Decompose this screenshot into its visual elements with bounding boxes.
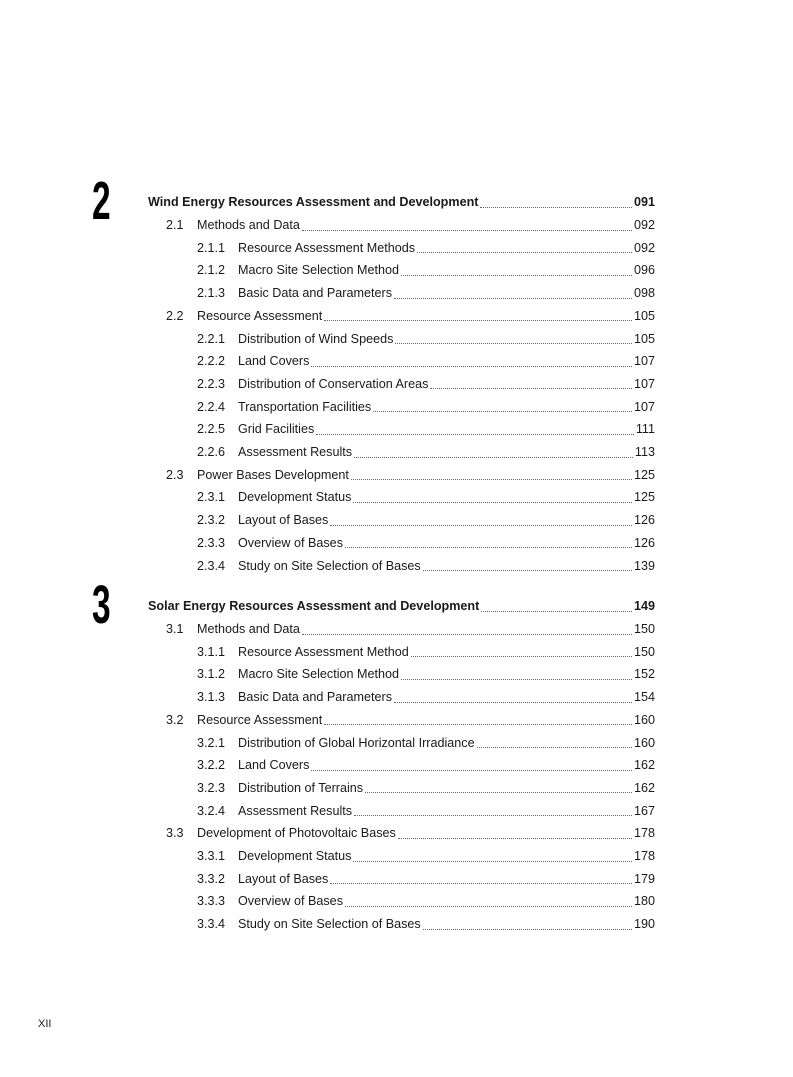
entry-title: Distribution of Global Horizontal Irradiance — [238, 735, 475, 750]
page-number: 107 — [633, 376, 655, 391]
section-number: 2.2.3 — [197, 376, 226, 391]
entry-title: Development Status — [238, 849, 352, 864]
section-number: 3.3.2 — [197, 871, 226, 886]
dot-leader — [423, 570, 632, 571]
toc-entry[interactable] — [197, 777, 655, 800]
dot-leader — [351, 479, 632, 480]
entry-title: Development Status — [238, 490, 352, 505]
toc-entry[interactable] — [166, 214, 655, 237]
entry-title: Study on Site Selection of Bases — [238, 917, 421, 932]
page-number: 107 — [633, 354, 655, 369]
entry-title: Land Covers — [238, 758, 310, 773]
dot-leader — [302, 634, 632, 635]
page-number: 150 — [633, 644, 655, 659]
page-number: 154 — [633, 690, 655, 705]
entry-title: Distribution of Conservation Areas — [238, 376, 429, 391]
entry-title: Overview of Bases — [238, 535, 343, 550]
page-number: 113 — [634, 445, 655, 460]
chapter-title-entry[interactable] — [148, 191, 655, 214]
dot-leader — [311, 770, 632, 771]
toc-entry[interactable] — [197, 282, 655, 305]
entry-title: Distribution of Terrains — [238, 780, 364, 795]
entry-title: Study on Site Selection of Bases — [238, 558, 421, 573]
dot-leader — [398, 838, 632, 839]
section-number: 2.2 — [166, 308, 184, 323]
section-number: 3.1.3 — [197, 690, 226, 705]
toc-entry[interactable] — [197, 640, 655, 663]
toc-entry[interactable] — [197, 418, 655, 441]
dot-leader — [365, 792, 632, 793]
entry-title: Wind Energy Resources Assessment and Development — [148, 195, 479, 210]
toc-entry[interactable] — [197, 441, 655, 464]
entry-title: Overview of Bases — [238, 894, 343, 909]
dot-leader — [354, 815, 632, 816]
toc-entry[interactable] — [197, 890, 655, 913]
section-number: 3.3.1 — [197, 849, 226, 864]
section-number: 3.2.4 — [197, 803, 226, 818]
page-number: 162 — [633, 758, 655, 773]
dot-leader — [302, 230, 632, 231]
dot-leader — [354, 457, 633, 458]
entry-title: Land Covers — [238, 354, 310, 369]
section-number: 2.2.2 — [197, 354, 226, 369]
section-number: 3.3.3 — [197, 894, 226, 909]
toc-entry[interactable] — [197, 532, 655, 555]
dot-leader — [430, 388, 632, 389]
section-number: 3.2.1 — [197, 735, 226, 750]
page-number: 160 — [633, 735, 655, 750]
toc-entry[interactable] — [197, 373, 655, 396]
chapter-number: 3 — [92, 575, 111, 635]
entry-title: Methods and Data — [197, 622, 300, 637]
toc-entry[interactable] — [166, 709, 655, 732]
dot-leader — [324, 724, 632, 725]
page-number: 160 — [633, 712, 655, 727]
toc-entry[interactable] — [197, 754, 655, 777]
toc-entry[interactable] — [197, 236, 655, 259]
section-number: 3.1 — [166, 622, 184, 637]
entry-title: Basic Data and Parameters — [238, 286, 392, 301]
entry-title: Resource Assessment Method — [238, 644, 409, 659]
toc-entry[interactable] — [197, 845, 655, 868]
section-number: 3.3 — [166, 826, 184, 841]
entry-title: Methods and Data — [197, 218, 300, 233]
entry-title: Resource Assessment — [197, 712, 323, 727]
section-number: 3.2.2 — [197, 758, 226, 773]
section-number: 2.1.2 — [197, 263, 226, 278]
toc-entry[interactable] — [166, 305, 655, 328]
toc-entry[interactable] — [197, 395, 655, 418]
dot-leader — [330, 525, 632, 526]
entry-title: Development of Photovoltaic Bases — [197, 826, 396, 841]
section-number: 2.2.6 — [197, 445, 226, 460]
entry-title: Power Bases Development — [197, 467, 349, 482]
page-folio: XII — [38, 1018, 52, 1030]
dot-leader — [395, 343, 632, 344]
toc-entry[interactable] — [197, 509, 655, 532]
entry-title: Resource Assessment — [197, 308, 323, 323]
page-number: 179 — [633, 871, 655, 886]
section-number: 2.1 — [166, 218, 184, 233]
toc-entry[interactable] — [197, 327, 655, 350]
dot-leader — [353, 861, 632, 862]
dot-leader — [480, 207, 632, 208]
section-number: 3.2.3 — [197, 780, 226, 795]
page-number: 180 — [633, 894, 655, 909]
toc-entry[interactable] — [197, 259, 655, 282]
page-number: 111 — [635, 422, 655, 437]
entry-title: Solar Energy Resources Assessment and Development — [148, 599, 480, 614]
section-number: 2.3.1 — [197, 490, 226, 505]
dot-leader — [311, 366, 632, 367]
dot-leader — [345, 547, 632, 548]
page-number: 149 — [633, 599, 655, 614]
section-number: 2.3.3 — [197, 535, 226, 550]
dot-leader — [324, 320, 632, 321]
entry-title: Assessment Results — [238, 803, 353, 818]
entry-title: Layout of Bases — [238, 513, 329, 528]
section-number: 2.3 — [166, 467, 184, 482]
section-number: 2.1.1 — [197, 240, 226, 255]
toc-entry[interactable] — [197, 913, 655, 936]
toc-entry[interactable] — [197, 867, 655, 890]
chapter-number: 2 — [92, 171, 111, 231]
entry-title: Assessment Results — [238, 445, 353, 460]
page-number: 105 — [633, 331, 655, 346]
section-number: 3.2 — [166, 712, 184, 727]
page-number: 126 — [633, 513, 655, 528]
dot-leader — [417, 252, 632, 253]
page-number: 162 — [633, 780, 655, 795]
toc-entry[interactable] — [197, 554, 655, 577]
section-number: 2.3.4 — [197, 558, 226, 573]
toc-entry[interactable] — [166, 618, 655, 641]
page-number: 139 — [633, 558, 655, 573]
dot-leader — [394, 702, 632, 703]
section-number: 3.1.2 — [197, 667, 226, 682]
dot-leader — [394, 298, 632, 299]
dot-leader — [373, 411, 632, 412]
page-number: 126 — [633, 535, 655, 550]
section-number: 2.3.2 — [197, 513, 226, 528]
dot-leader — [330, 883, 632, 884]
page-number: 096 — [633, 263, 655, 278]
page-number: 092 — [633, 218, 655, 233]
section-number: 2.2.5 — [197, 422, 226, 437]
page-number: 152 — [633, 667, 655, 682]
toc-entry[interactable] — [166, 463, 655, 486]
page-number: 190 — [633, 917, 655, 932]
page-number: 125 — [633, 467, 655, 482]
section-number: 2.2.4 — [197, 399, 226, 414]
page-number: 092 — [633, 240, 655, 255]
page-number: 091 — [633, 195, 655, 210]
dot-leader — [353, 502, 632, 503]
dot-leader — [477, 747, 632, 748]
toc-entry[interactable] — [197, 663, 655, 686]
toc-entry[interactable] — [197, 799, 655, 822]
entry-title: Macro Site Selection Method — [238, 263, 400, 278]
entry-title: Transportation Facilities — [238, 399, 372, 414]
toc-entry[interactable] — [166, 822, 655, 845]
dot-leader — [401, 679, 632, 680]
entry-title: Macro Site Selection Method — [238, 667, 400, 682]
page-number: 167 — [633, 803, 655, 818]
entry-title: Resource Assessment Methods — [238, 240, 416, 255]
page-number: 125 — [633, 490, 655, 505]
entry-title: Layout of Bases — [238, 871, 329, 886]
dot-leader — [401, 275, 632, 276]
page-number: 098 — [633, 286, 655, 301]
dot-leader — [411, 656, 632, 657]
section-number: 2.2.1 — [197, 331, 226, 346]
dot-leader — [345, 906, 632, 907]
section-number: 3.3.4 — [197, 917, 226, 932]
page-number: 178 — [633, 849, 655, 864]
dot-leader — [423, 929, 632, 930]
chapter-title-entry[interactable] — [148, 595, 655, 618]
toc-entry[interactable] — [197, 686, 655, 709]
dot-leader — [316, 434, 634, 435]
entry-title: Basic Data and Parameters — [238, 690, 392, 705]
page-number: 150 — [633, 622, 655, 637]
section-number: 2.1.3 — [197, 286, 226, 301]
section-number: 3.1.1 — [197, 644, 226, 659]
toc-entry[interactable] — [197, 350, 655, 373]
entry-title: Grid Facilities — [238, 422, 315, 437]
dot-leader — [481, 611, 632, 612]
toc-entry[interactable] — [197, 486, 655, 509]
page-number: 105 — [633, 308, 655, 323]
entry-title: Distribution of Wind Speeds — [238, 331, 394, 346]
toc-entry[interactable] — [197, 731, 655, 754]
page-number: 178 — [633, 826, 655, 841]
page-number: 107 — [633, 399, 655, 414]
